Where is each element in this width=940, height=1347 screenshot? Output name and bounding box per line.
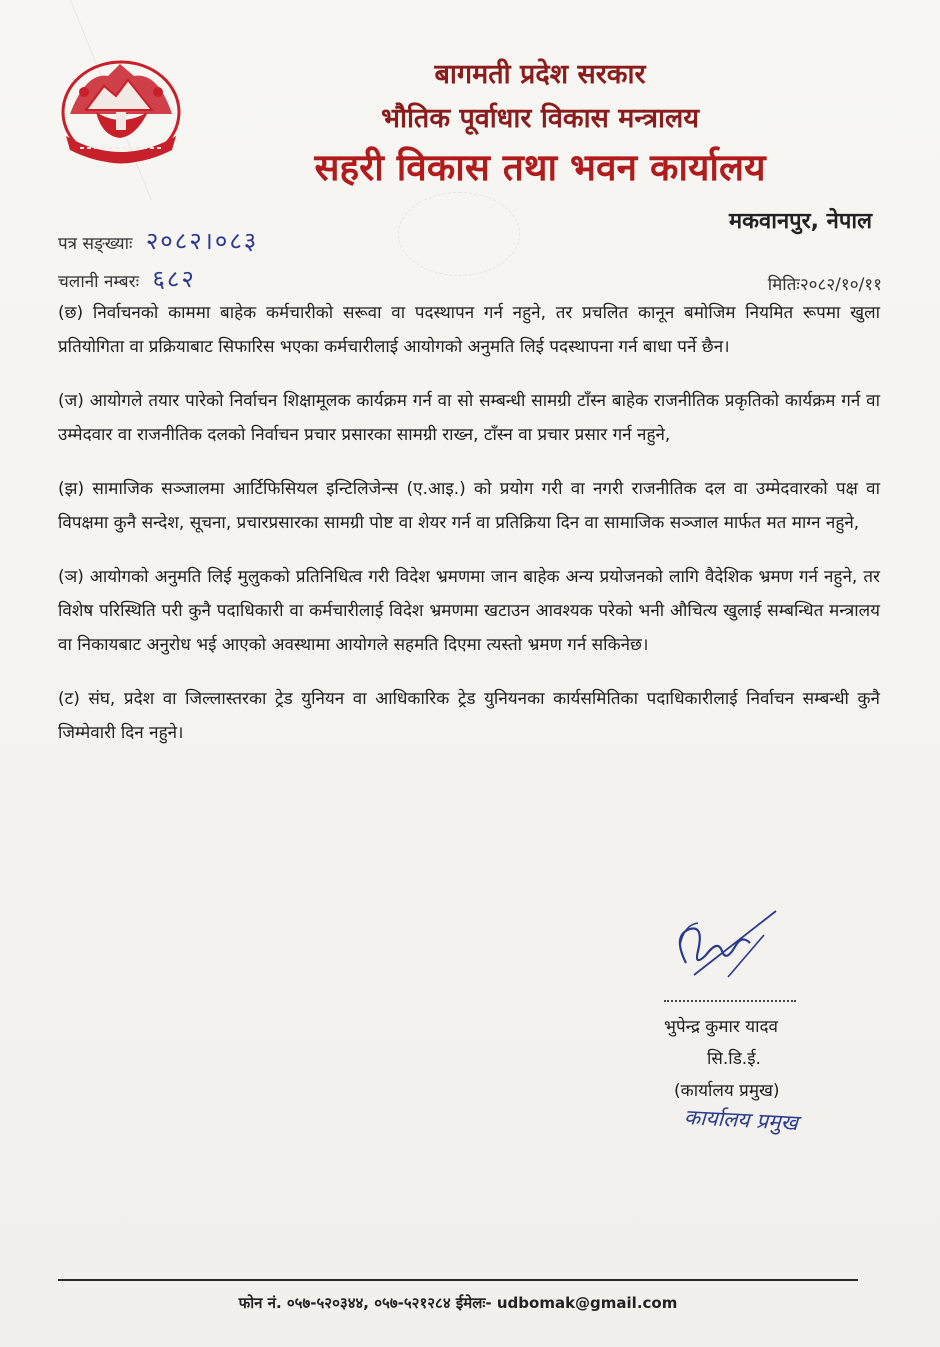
faded-stamp (398, 192, 520, 276)
dispatch-number (58, 262, 196, 295)
dispatch-value: ६८२ (152, 265, 196, 293)
reference-value: २०८२।०८३ (145, 227, 259, 255)
paragraph-ta: (ट) संघ, प्रदेश वा जिल्लास्तरका ट्रेड युनियन वा आधिकारिक ट्रेड युनियनका कार्यसमितिका पदाधिकारीलाई निर्वाचन सम्बन्धी कुनै जिम्मेवारी दिन नहुने। (58, 689, 880, 743)
signatory-designation: सि.डि.ई. (707, 1049, 761, 1069)
reference-label: पत्र सङ्ख्याः (58, 234, 133, 254)
paragraph-nya: (ञ) आयोगको अनुमति लिई मुलुकको प्रतिनिधित्व गरी विदेश भ्रमणमा जान बाहेक अन्य प्रयोजनको लागि वैदेशिक भ्रमण गर्न नहुने, तर विशेष परिस्थिति परी कुनै पदाधिकारी वा कर्मचारीलाई विदेश भ्रमणमा खटाउन आवश्यक परेको भनी औचित्य खुलाई सम्बन्धित मन्त्रालय वा निकायबाट अनुरोध भई आएको अवस्थामा आयोगले सहमति दिएमा त्यस्तो भ्रमण गर्न सकिनेछ। (58, 567, 880, 655)
signatory-name: भुपेन्द्र कुमार यादव (664, 1017, 779, 1037)
signature-line (664, 1000, 796, 1002)
dispatch-label: चलानी नम्बरः (58, 272, 140, 292)
footer-rule (58, 1279, 858, 1281)
paragraph-ja: (ज) आयोगले तयार पारेको निर्वाचन शिक्षामूलक कार्यक्रम गर्न वा सो सम्बन्धी सामग्री टाँस्न बाहेक राजनीतिक प्रकृतिको कार्यक्रम गर्न वा उम्मेदवार वा राजनीतिक दलको निर्वाचन प्रचार प्रसारका सामग्री राख्न, टाँस्न वा प्रचार प्रसार गर्न नहुने, (58, 391, 880, 445)
footer-contact: फोन नं. ०५७-५२०३४४, ०५७-५२१२८४ ईमेलः- udbomak@gmail.com (238, 1294, 678, 1312)
header-office: सहरी विकास तथा भवन कार्यालय (314, 146, 766, 189)
handwritten-signature (664, 905, 784, 995)
letter-date: मितिः२०८२/१०/११ (767, 275, 882, 295)
signatory-role: (कार्यालय प्रमुख) (674, 1081, 780, 1101)
handwritten-role: कार्यालय प्रमुख (683, 1105, 799, 1135)
nepal-emblem-icon (56, 52, 186, 174)
letter-body (58, 296, 880, 770)
office-location: मकवानपुर, नेपाल (728, 209, 872, 234)
reference-number (58, 224, 258, 257)
header-government: बागमती प्रदेश सरकार (434, 59, 646, 90)
paragraph-chha: (छ) निर्वाचनको काममा बाहेक कर्मचारीको सरूवा वा पदस्थापन गर्न नहुने, तर प्रचलित कानून बमोजिम नियमित रूपमा खुला प्रतियोगिता वा प्रक्रियाबाट सिफारिस भएका कर्मचारीलाई आयोगको अनुमति लिई पदस्थापना गर्न बाधा पर्ने छैन। (58, 303, 880, 357)
paragraph-jha: (झ) सामाजिक सञ्जालमा आर्टिफिसियल इन्टिलिजेन्स (ए.आइ.) को प्रयोग गरी वा नगरी राजनीतिक दल वा उम्मेदवारको पक्ष वा विपक्षमा कुनै सन्देश, सूचना, प्रचारप्रसारका सामग्री पोष्ट वा शेयर गर्न वा प्रतिक्रिया दिन वा सामाजिक सञ्जाल मार्फत मत माग्न नहुने, (58, 479, 880, 533)
header-ministry: भौतिक पूर्वाधार विकास मन्त्रालय (380, 103, 700, 134)
